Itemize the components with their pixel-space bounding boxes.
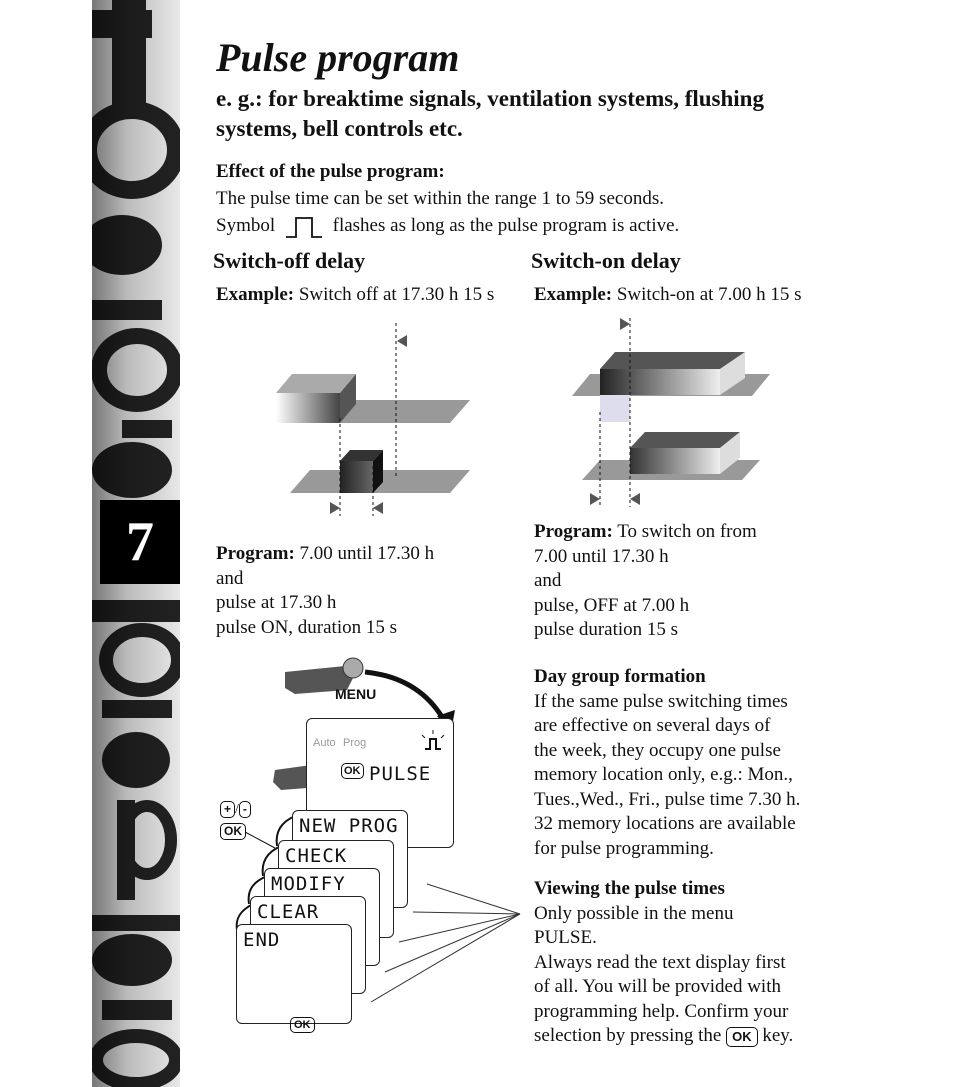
menu-item-check: CHECK — [285, 845, 348, 867]
viewing-last-suffix: key. — [762, 1025, 794, 1046]
program-text: To switch on from — [617, 521, 757, 542]
page-title: Pulse program — [216, 35, 460, 80]
symbol-prefix: Symbol — [216, 215, 276, 236]
day-group-line: Tues.,Wed., Fri., pulse time 7.30 h. — [534, 788, 801, 810]
program-label: Program: — [534, 521, 613, 542]
switch-off-program — [216, 542, 434, 640]
example-label: Example: — [534, 284, 613, 305]
viewing-line: programming help. Confirm your — [534, 1000, 789, 1022]
program-line: pulse ON, duration 15 s — [216, 616, 398, 638]
lcd-pulse-text: PULSE — [369, 763, 432, 785]
day-group-line: are effective on several days of — [534, 715, 771, 736]
effect-heading: Effect of the pulse program: — [216, 161, 445, 182]
program-label: Program: — [216, 543, 295, 564]
pulse-flash-icon — [419, 729, 447, 757]
switch-off-heading: Switch-off delay — [213, 248, 366, 273]
viewing-line: Only possible in the menu — [534, 902, 734, 924]
switch-on-diagram — [570, 312, 780, 517]
day-group-line: 32 memory locations are available — [534, 813, 796, 834]
effect-symbol-line — [216, 212, 856, 239]
effect-section — [216, 158, 856, 239]
program-line: pulse duration 15 s — [534, 619, 679, 640]
effect-line: The pulse time can be set within the range 1 to 59 seconds. — [216, 188, 664, 209]
day-group-line: for pulse programming. — [534, 837, 714, 859]
program-line: pulse at 17.30 h — [216, 592, 337, 613]
status-auto: Auto — [313, 737, 336, 749]
menu-item-new-prog: NEW PROG — [299, 815, 399, 837]
plus-key[interactable]: + — [220, 801, 235, 818]
example-label: Example: — [216, 284, 295, 305]
day-group-line: If the same pulse switching times — [534, 690, 788, 712]
program-line: and — [534, 570, 562, 591]
page-subtitle: e. g.: for breaktime signals, ventilation systems, flushing systems, bell controls etc. — [216, 86, 764, 141]
ok-bottom — [290, 1016, 315, 1034]
menu-item-modify: MODIFY — [271, 873, 346, 895]
viewing-line: of all. You will be provided with — [534, 976, 781, 997]
menu-screen-end — [236, 924, 352, 1024]
switch-off-example — [216, 283, 494, 308]
ok-key-side — [220, 822, 246, 840]
switch-on-example — [534, 283, 802, 308]
menu-item-clear: CLEAR — [257, 901, 320, 923]
lcd-ok-key: OK — [341, 763, 364, 779]
chapter-number-tab: 7 — [100, 500, 180, 584]
switch-off-diagram — [270, 318, 480, 523]
program-line: pulse, OFF at 7.00 h — [534, 594, 690, 616]
viewing-heading: Viewing the pulse times — [534, 878, 725, 899]
program-line: and — [216, 567, 244, 589]
day-group-line: memory location only, e.g.: Mon., — [534, 764, 793, 785]
ok-key-button[interactable]: OK — [220, 823, 246, 840]
program-line: 7.00 until 17.30 h — [534, 545, 669, 567]
program-text: 7.00 until 17.30 h — [299, 543, 435, 564]
viewing-line: PULSE. — [534, 927, 597, 948]
example-text: Switch off at 17.30 h 15 s — [298, 284, 495, 305]
menu-label: MENU — [335, 686, 377, 702]
symbol-suffix: flashes as long as the pulse program is active. — [332, 215, 680, 236]
example-text: Switch-on at 7.00 h 15 s — [616, 284, 802, 305]
switch-on-program — [534, 520, 757, 643]
day-group-section — [534, 665, 834, 861]
viewing-line: Always read the text display first — [534, 951, 786, 973]
menu-item-end: END — [243, 929, 281, 951]
minus-key[interactable]: - — [239, 801, 251, 818]
day-group-heading: Day group formation — [534, 666, 706, 687]
plus-minus-keys: + / - — [220, 800, 251, 818]
pulse-symbol-icon — [284, 215, 324, 239]
ok-bottom-key[interactable]: OK — [290, 1017, 315, 1033]
viewing-last-line — [534, 1024, 834, 1049]
status-prog: Prog — [343, 737, 367, 749]
switch-on-heading: Switch-on delay — [531, 248, 681, 273]
day-group-line: the week, they occupy one pulse — [534, 739, 781, 761]
viewing-last-prefix: selection by pressing the — [534, 1025, 722, 1046]
viewing-section — [534, 877, 834, 1049]
ok-key-icon: OK — [726, 1027, 758, 1047]
